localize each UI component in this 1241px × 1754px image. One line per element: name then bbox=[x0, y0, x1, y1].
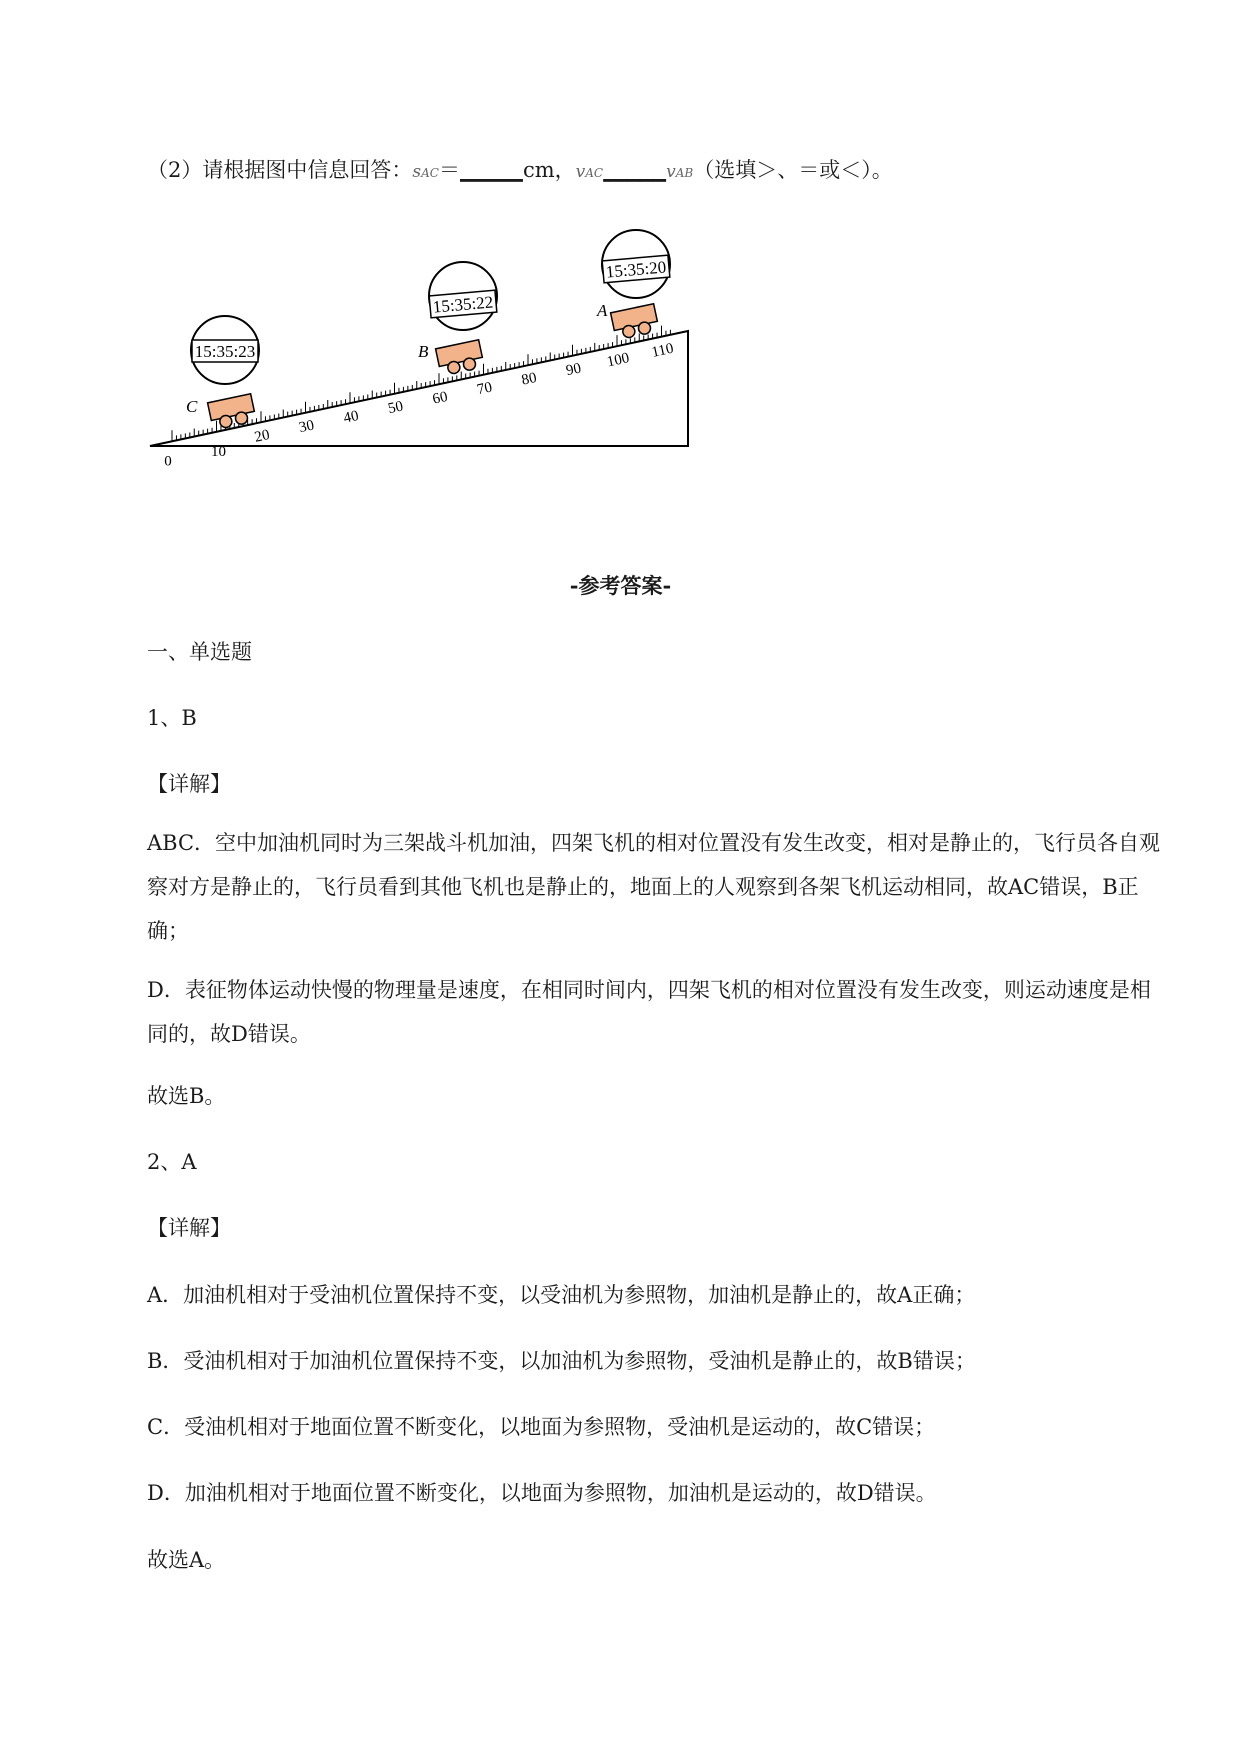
q2-conclusion: 故选A。 bbox=[147, 1548, 226, 1572]
clock-a bbox=[602, 230, 670, 298]
ruler-tick-label: 60 bbox=[431, 388, 450, 408]
question-prefix: （2）请根据图中信息回答： bbox=[147, 158, 413, 182]
clock-a-time: 15:35:20 bbox=[605, 257, 667, 282]
q1-explanation-d: D．表征物体运动快慢的物理量是速度，在相同时间内，四架飞机的相对位置没有发生改变，则运动速度是相同的，故D错误。 bbox=[147, 978, 1151, 1046]
cart-a-label: A bbox=[597, 301, 608, 320]
cart-c-label: C bbox=[186, 397, 198, 416]
ruler-tick-label: 30 bbox=[297, 417, 316, 437]
incline-figure bbox=[0, 0, 1241, 480]
ruler-tick-label: 90 bbox=[564, 360, 583, 380]
q1-detail-heading: 【详解】 bbox=[147, 772, 231, 796]
ruler-tick-label: 50 bbox=[386, 398, 405, 418]
q2-detail-heading: 【详解】 bbox=[147, 1216, 231, 1240]
clock-b bbox=[429, 262, 497, 330]
ruler-tick-label: 20 bbox=[253, 426, 272, 446]
q2-answer: 2、A bbox=[147, 1150, 197, 1174]
clock-c bbox=[191, 316, 259, 384]
ruler-tick-label: 40 bbox=[342, 407, 361, 427]
q1-answer: 1、B bbox=[147, 706, 197, 730]
q2-option-b: B．受油机相对于加油机位置保持不变，以加油机为参照物，受油机是静止的，故B错误； bbox=[147, 1349, 976, 1373]
clock-c-time: 15:35:23 bbox=[194, 342, 256, 361]
q2-option-a: A．加油机相对于受油机位置保持不变，以受油机为参照物，加油机是静止的，故A正确； bbox=[147, 1283, 976, 1307]
section-heading: 一、单选题 bbox=[147, 640, 252, 664]
answer-blank-1: ______ bbox=[459, 158, 523, 182]
answer-blank-2: ______ bbox=[603, 158, 667, 182]
answer-title: -参考答案- bbox=[569, 573, 672, 598]
ruler-tick-label: 100 bbox=[605, 350, 631, 371]
cart-b-label: B bbox=[418, 342, 429, 361]
ruler-tick-label: 0 bbox=[164, 453, 172, 470]
v-ac-symbol: vAC bbox=[575, 162, 604, 182]
q1-conclusion: 故选B。 bbox=[147, 1084, 226, 1108]
ruler-tick-label: 70 bbox=[475, 379, 494, 399]
question-line: （2）请根据图中信息回答：sAC＝______cm，vAC______vAB（选填＞、＝或＜）。 bbox=[147, 158, 893, 182]
v-ab-symbol: vAB bbox=[666, 162, 694, 182]
q1-explanation-abc: ABC．空中加油机同时为三架战斗机加油，四架飞机的相对位置没有发生改变，相对是静止的，飞行员各自观察对方是静止的，飞行员看到其他飞机也是静止的，地面上的人观察到各架飞机运动相同，故AC错误，B正确； bbox=[147, 831, 1161, 943]
clock-b-time: 15:35:22 bbox=[432, 292, 494, 317]
q2-option-c: C．受油机相对于地面位置不断变化，以地面为参照物，受油机是运动的，故C错误； bbox=[147, 1415, 936, 1439]
q2-option-d: D．加油机相对于地面位置不断变化，以地面为参照物，加油机是运动的，故D错误。 bbox=[147, 1481, 937, 1505]
ruler-tick-label: 80 bbox=[520, 369, 539, 389]
ruler-tick-label: 10 bbox=[211, 443, 226, 460]
ruler-tick-label: 110 bbox=[650, 340, 676, 361]
cart-b bbox=[436, 340, 485, 377]
s-symbol: sAC bbox=[412, 162, 439, 182]
